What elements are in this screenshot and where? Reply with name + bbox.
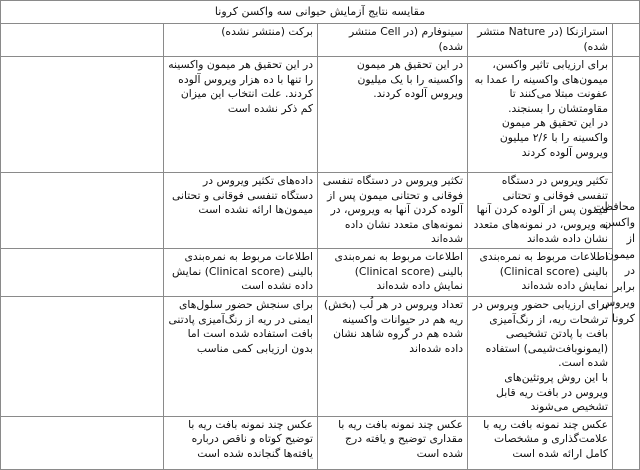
row-label-monkey-protection: محافظت واکسن از میمون در برابر ویروس کرونا	[613, 57, 640, 470]
cell-empty	[1, 173, 164, 249]
cell-empty	[1, 57, 164, 173]
cell-sinopharm: عکس چند نمونه بافت ریه با مقداری توضیح و یافته درج شده است	[318, 416, 468, 469]
header-barekat: برکت (منتشر نشده)	[164, 24, 318, 57]
cell-sinopharm: تکثیر ویروس در دستگاه تنفسی فوقانی و تحتانی میمون پس از آلوده کردن آنها به ویروس، در نمونه‌های متعدد نشان داده شده‌اند	[318, 173, 468, 249]
header-corner-cell	[613, 24, 640, 57]
cell-paragraph: در این تحقیق هر میمون واکسینه را با ۲/۶ میلیون ویروس آلوده کردند	[499, 116, 609, 159]
cell-barekat: برای سنجش حضور سلول‌های ایمنی در ریه از رنگ‌آمیزی پادتنی بافت استفاده شده است اما بدون ارزیابی کمی مناسب	[164, 296, 318, 416]
cell-astrazeneca: اطلاعات مربوط به نمره‌بندی بالینی (Clinical score) نمایش داده شده‌اند	[468, 248, 613, 296]
cell-empty	[1, 416, 164, 469]
header-empty-cell	[1, 24, 164, 57]
table-row	[1, 173, 640, 249]
cell-paragraph: برای ارزیابی حضور ویروس در ترشحات ریه، از رنگ‌آمیزی بافت با پادتن تشخیصی (ایمونوبافت‌شیمی) استفاده شده است.	[472, 297, 609, 370]
cell-empty	[1, 296, 164, 416]
cell-paragraph: برای ارزیابی تاثیر واکسن، میمون‌های واکسینه را عمدا به عفونت مبتلا می‌کنند تا مقاومتشان را بسنجند.	[474, 58, 609, 115]
table-row	[1, 296, 640, 416]
cell-barekat: اطلاعات مربوط به نمره‌بندی بالینی (Clinical score) نمایش داده نشده است	[164, 248, 318, 296]
cell-sinopharm: در این تحقیق هر میمون واکسینه را با یک میلیون ویروس آلوده کردند.	[318, 57, 468, 173]
table-row	[1, 248, 640, 296]
header-astrazeneca: استرازنکا (در Nature منتشر شده)	[468, 24, 613, 57]
cell-sinopharm: اطلاعات مربوط به نمره‌بندی بالینی (Clinical score) نمایش داده شده‌اند	[318, 248, 468, 296]
table-row	[1, 416, 640, 469]
cell-empty	[1, 248, 164, 296]
header-sinopharm: سینوفارم (در Cell منتشر شده)	[318, 24, 468, 57]
cell-sinopharm: تعداد ویروس در هر لُب (بخش) ریه هم در حیوانات واکسینه شده هم در گروه شاهد نشان داده شده‌اند	[318, 296, 468, 416]
header-row	[1, 24, 640, 57]
cell-astrazeneca: عکس چند نمونه بافت ریه با علامت‌گذاری و مشخصات کامل ارائه شده است	[468, 416, 613, 469]
cell-barekat: عکس چند نمونه بافت ریه با توضیح کوتاه و ناقص درباره یافته‌ها گنجانده شده است	[164, 416, 318, 469]
cell-astrazeneca	[468, 57, 613, 173]
cell-barekat: داده‌های تکثیر ویروس در دستگاه تنفسی فوقانی و تحتانی میمون‌ها ارائه نشده است	[164, 173, 318, 249]
title-row	[1, 1, 640, 24]
cell-astrazeneca	[468, 296, 613, 416]
cell-astrazeneca: تکثیر ویروس در دستگاه تنفسی فوقانی و تحتانی میمون پس از آلوده کردن آنها به ویروس، در نمونه‌های متعدد نشان داده شده‌اند	[468, 173, 613, 249]
table-row	[1, 57, 640, 173]
cell-paragraph: با این روش پروتئین‌های ویروس در بافت ریه قابل تشخیص می‌شوند	[496, 370, 609, 414]
table-title: مقایسه نتایج آزمایش حیوانی سه واکسن کرونا	[1, 1, 640, 24]
cell-barekat: در این تحقیق هر میمون واکسینه را تنها با ده هزار ویروس آلوده کردند. علت انتخاب این میزان کم ذکر نشده است	[164, 57, 318, 173]
